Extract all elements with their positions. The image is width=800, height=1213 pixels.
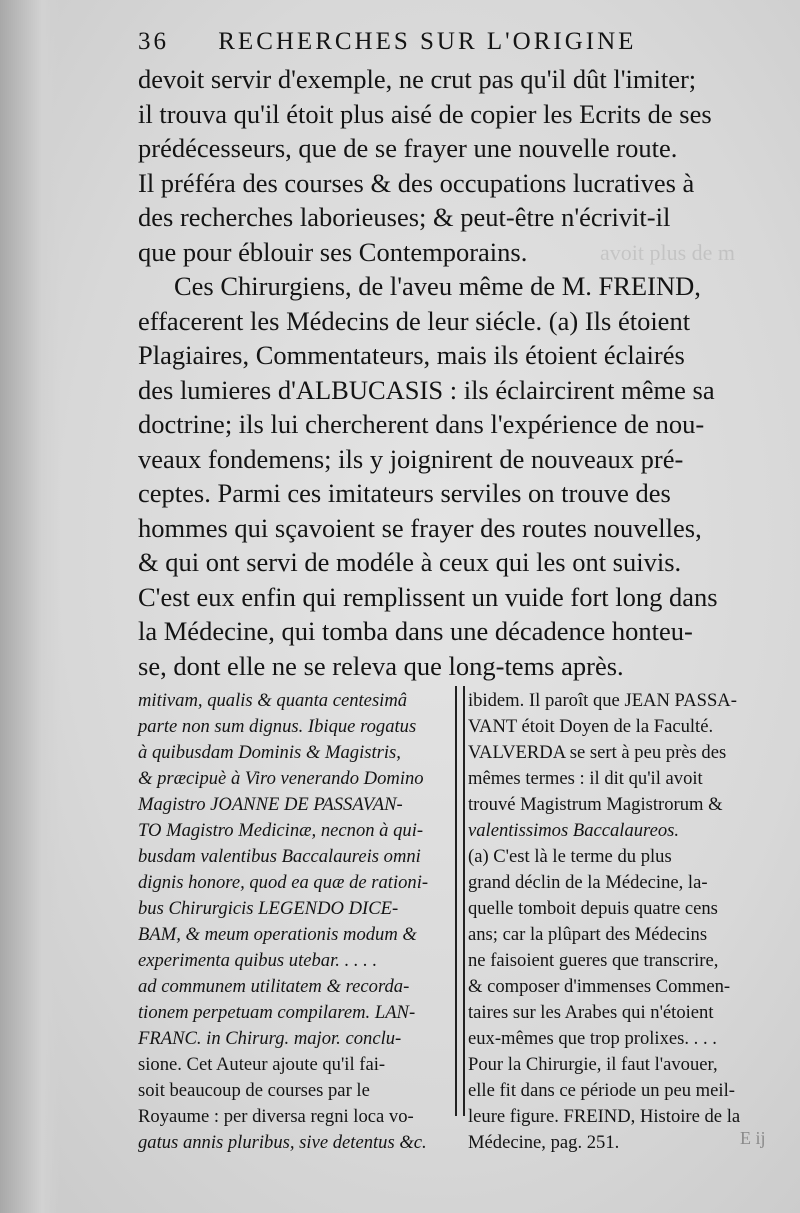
text-line: des lumieres d'ALBUCASIS : ils éclaircirent même sa <box>138 374 715 405</box>
running-title: RECHERCHES SUR L'ORIGINE <box>218 28 637 55</box>
footnote-line: bus Chirurgicis LEGENDO DICE- <box>138 898 399 919</box>
footnote-line: leure figure. FREIND, Histoire de la <box>468 1106 741 1127</box>
footnote-line: eux-mêmes que trop prolixes. . . . <box>468 1028 717 1049</box>
text-line: doctrine; ils lui chercherent dans l'expérience de nou- <box>138 409 705 439</box>
text-line: C'est eux enfin qui remplissent un vuide fort long dans <box>138 581 718 612</box>
footnote-line: grand déclin de la Médecine, la- <box>468 872 708 893</box>
footnote-line: BAM, & meum operationis modum & <box>138 924 417 945</box>
main-text <box>138 62 798 683</box>
footnote-line: FRANC. in Chirurg. major. conclu- <box>138 1028 402 1049</box>
footnote-line: trouvé Magistrum Magistrorum & <box>468 794 723 815</box>
footnote-line: gatus annis pluribus, sive detentus &c. <box>138 1132 427 1153</box>
text-line: prédécesseurs, que de se frayer une nouvelle route. <box>138 133 678 163</box>
footnote-line: Magistro JOANNE DE PASSAVAN- <box>138 794 403 815</box>
text-line: hommes qui sçavoient se frayer des routes nouvelles, <box>138 512 702 543</box>
footnote-line: valentissimos Baccalaureos. <box>468 820 680 841</box>
footnote-line: parte non sum dignus. Ibique rogatus <box>138 716 417 737</box>
footnote-line: soit beaucoup de courses par le <box>138 1080 370 1101</box>
text-line: la Médecine, qui tomba dans une décadence honteu- <box>138 616 693 646</box>
text-line: Plagiaires, Commentateurs, mais ils étoient éclairés <box>138 340 685 370</box>
text-line: Il préféra des courses & des occupations lucratives à <box>138 167 695 198</box>
show-through-text: avoit plus de m <box>600 240 736 265</box>
page-header <box>138 28 778 56</box>
footnote-line: Pour la Chirurgie, il faut l'avouer, <box>468 1054 718 1075</box>
footnote-line: ans; car la plûpart des Médecins <box>468 924 708 945</box>
footnote-line: sione. Cet Auteur ajoute qu'il fai- <box>138 1054 386 1075</box>
text-line: effacerent les Médecins de leur siécle. (a) Ils étoient <box>138 305 691 336</box>
footnote-line: dignis honore, quod ea quæ de rationi- <box>138 872 429 893</box>
footnote-line: à quibusdam Dominis & Magistris, <box>138 742 401 763</box>
paragraph-start-line: Ces Chirurgiens, de l'aveu même de M. FREIND, <box>174 271 701 301</box>
text-line: devoit servir d'exemple, ne crut pas qu'il dût l'imiter; <box>138 64 697 94</box>
footnote-right-column <box>468 688 793 1156</box>
footnote-line: VALVERDA se sert à peu près des <box>468 742 727 763</box>
text-line: & qui ont servi de modéle à ceux qui les ont suivis. <box>138 547 682 577</box>
footnote-line: mêmes termes : il dit qu'il avoit <box>468 768 703 789</box>
footnote-line: taires sur les Arabes qui n'étoient <box>468 1002 714 1023</box>
footnote-line: Royaume : per diversa regni loca vo- <box>138 1106 414 1127</box>
footnote-line: TO Magistro Medicinæ, necnon à qui- <box>138 820 424 841</box>
footnote-line: (a) C'est là le terme du plus <box>468 846 672 867</box>
footnote-line: & præcipuè à Viro venerando Domino <box>138 768 424 789</box>
signature-mark: E ij <box>740 1128 766 1148</box>
footnote-line: elle fit dans ce période un peu meil- <box>468 1080 735 1101</box>
text-line: des recherches laborieuses; & peut-être n'écrivit-il <box>138 202 671 232</box>
footnote-line: ibidem. Il paroît que JEAN PASSA- <box>468 690 737 711</box>
text-line: que pour éblouir ses Contemporains. <box>138 236 528 267</box>
footnote-line: quelle tomboit depuis quatre cens <box>468 898 718 919</box>
column-double-rule <box>455 686 465 1116</box>
footnote-line: VANT étoit Doyen de la Faculté. <box>468 716 714 737</box>
footnote-line: mitivam, qualis & quanta centesimâ <box>138 690 408 711</box>
text-line: veaux fondemens; ils y joignirent de nouveaux pré- <box>138 443 684 474</box>
footnote-line: & composer d'immenses Commen- <box>468 976 731 997</box>
gutter-shadow <box>0 0 60 1213</box>
text-line: il trouva qu'il étoit plus aisé de copier les Ecrits de ses <box>138 98 712 129</box>
text-line: se, dont elle ne se releva que long-tems après. <box>138 650 624 681</box>
footnote-left-column <box>138 688 450 1156</box>
footnote-line: ad communem utilitatem & recorda- <box>138 976 410 997</box>
text-line: ceptes. Parmi ces imitateurs serviles on trouve des <box>138 478 671 508</box>
footnote-line: ne faisoient gueres que transcrire, <box>468 950 719 971</box>
footnote-line: tionem perpetuam compilarem. LAN- <box>138 1002 416 1023</box>
footnote-line: busdam valentibus Baccalaureis omni <box>138 846 421 867</box>
page-number: 36 <box>138 28 169 55</box>
footnote-line: experimenta quibus utebar. . . . . <box>138 950 378 971</box>
footnote-line: Médecine, pag. 251. <box>468 1132 620 1153</box>
